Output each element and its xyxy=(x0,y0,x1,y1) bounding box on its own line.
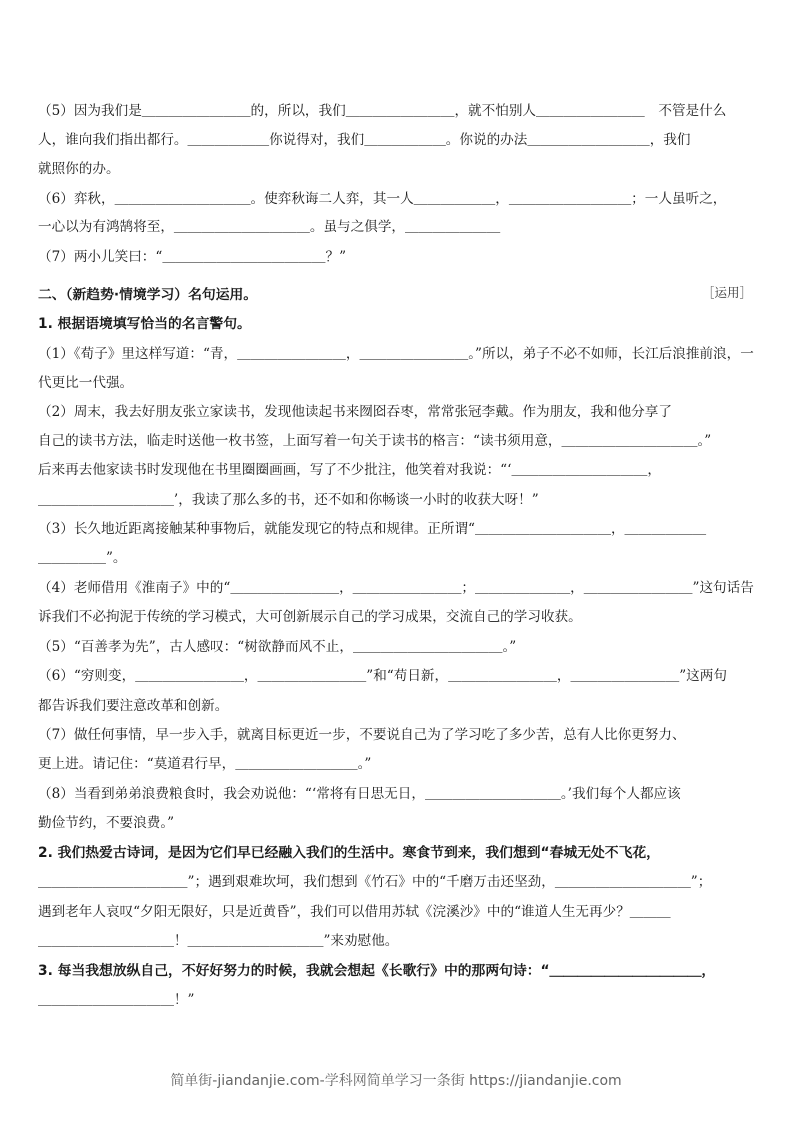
text-line-content: ＿＿＿＿＿＿＿＿＿＿！＿＿＿＿＿＿＿＿＿＿”来劝慰他。 xyxy=(38,933,399,949)
text-line xyxy=(0,898,792,926)
footer-watermark: 简单街-jiandanjie.com-学科网简单学习一条街 https://jiandanjie.com xyxy=(170,1073,622,1089)
text-line xyxy=(0,574,792,602)
text-line xyxy=(0,456,792,484)
text-line-content: （7）两小儿笑曰：“＿＿＿＿＿＿＿＿＿＿＿＿？” xyxy=(38,249,347,265)
text-line xyxy=(0,750,792,778)
text-line xyxy=(0,155,792,183)
text-line xyxy=(0,692,792,720)
text-line-content: 2. 我们热爱古诗词，是因为它们早已经融入我们的生活中。寒食节到来，我们想到“春城无处不飞花， xyxy=(38,845,660,861)
text-line xyxy=(0,310,792,338)
text-line-content: 遇到老年人哀叹“夕阳无限好，只是近黄昏”，我们可以借用苏轼《浣溪沙》中的“谁道人生无再少？＿＿＿ xyxy=(38,904,671,920)
text-line xyxy=(0,369,792,397)
text-line xyxy=(0,957,792,985)
text-line xyxy=(0,486,792,514)
text-line-content: 一心以为有鸿鹄将至，＿＿＿＿＿＿＿＿＿＿。虽与之俱学，＿＿＿＿＿＿＿ xyxy=(38,219,501,235)
text-line xyxy=(0,515,792,543)
text-line-content: 二、（新趋势·情境学习）名句运用。 xyxy=(38,287,258,303)
text-line-content: （3）长久地近距离接触某种事物后，就能发现它的特点和规律。正所谓“＿＿＿＿＿＿＿＿＿＿，＿＿＿＿＿＿ xyxy=(38,521,707,537)
text-line-content: ＿＿＿＿＿＿＿＿＿＿’，我读了那么多的书，还不如和你畅谈一小时的收获大呀！” xyxy=(38,492,539,508)
text-line xyxy=(0,603,792,631)
text-line xyxy=(0,398,792,426)
text-line-content: （6）弈秋，＿＿＿＿＿＿＿＿＿＿。使弈秋诲二人弈，其一人＿＿＿＿＿＿，＿＿＿＿＿＿＿＿＿；一人虽听之， xyxy=(38,191,727,207)
text-line xyxy=(0,185,792,213)
text-line-content: ＿＿＿＿＿＿＿＿＿＿！” xyxy=(38,992,195,1008)
text-line-content: （2）周末，我去好朋友张立家读书，发现他读起书来囫囵吞枣，常常张冠李戴。作为朋友，我和他分享了 xyxy=(38,404,672,420)
text-line-content: 就照你的办。 xyxy=(38,161,120,177)
text-line xyxy=(0,213,792,241)
text-line-content: 都告诉我们要注意改革和创新。 xyxy=(38,698,229,714)
text-line-content: （7）做任何事情，早一步入手，就离目标更近一步，不要说自己为了学习吃了多少苦，总有人比你更努力、 xyxy=(38,727,686,743)
text-line-content: ＿＿＿＿＿＿＿＿＿＿＿”；遇到艰难坎坷，我们想到《竹石》中的“千磨万击还坚劲，＿＿＿＿＿＿＿＿＿＿”； xyxy=(38,874,712,890)
text-line xyxy=(0,633,792,661)
text-line-content: 诉我们不必拘泥于传统的学习模式，大可创新展示自己的学习成果，交流自己的学习收获。 xyxy=(38,609,582,625)
text-line xyxy=(0,126,792,154)
text-line-content: 人，谁向我们指出都行。＿＿＿＿＿＿你说得对，我们＿＿＿＿＿＿。你说的办法＿＿＿＿＿＿＿＿＿，我们 xyxy=(38,132,691,148)
text-line-content: 后来再去他家读书时发现他在书里圈圈画画，写了不少批注，他笑着对我说：“‘＿＿＿＿＿＿＿＿＿＿， xyxy=(38,462,661,478)
text-line xyxy=(0,281,792,309)
text-line-content: （5）因为我们是＿＿＿＿＿＿＿＿的，所以，我们＿＿＿＿＿＿＿＿，就不怕别人＿＿＿＿＿＿＿＿ 不管是什么 xyxy=(38,103,727,119)
text-line-content: 勤俭节约，不要浪费。” xyxy=(38,815,175,831)
text-line-content: 更上进。请记住：“莫道君行早，＿＿＿＿＿＿＿＿＿。” xyxy=(38,756,372,772)
text-line-content: 3. 每当我想放纵自己，不好好努力的时候，我就会想起《长歌行》中的那两句诗：“＿＿＿＿＿＿＿＿＿＿＿， xyxy=(38,963,716,979)
text-line-content: （1）《荀子》里这样写道：“青，＿＿＿＿＿＿＿＿，＿＿＿＿＿＿＿＿。”所以，弟子不必不如师，长江后浪推前浪，一 xyxy=(38,346,754,362)
text-line xyxy=(0,927,792,955)
text-line xyxy=(0,868,792,896)
text-line xyxy=(0,544,792,572)
text-line-content: （8）当看到弟弟浪费粮食时，我会劝说他：“‘常将有日思无日，＿＿＿＿＿＿＿＿＿＿。’我们每个人都应该 xyxy=(38,786,681,802)
text-line-content: 自己的读书方法，临走时送他一枚书签，上面写着一句关于读书的格言：“读书须用意，＿＿＿＿＿＿＿＿＿＿。” xyxy=(38,433,712,449)
text-line xyxy=(0,340,792,368)
text-line xyxy=(0,243,792,271)
text-line-content: 1. 根据语境填写恰当的名言警句。 xyxy=(38,316,251,332)
text-line xyxy=(0,662,792,690)
text-line xyxy=(0,97,792,125)
text-line xyxy=(0,427,792,455)
text-line xyxy=(0,721,792,749)
text-line-content: ＿＿＿＿＿”。 xyxy=(38,550,127,566)
text-line xyxy=(0,780,792,808)
text-line xyxy=(0,809,792,837)
text-line xyxy=(0,839,792,867)
section-tag: ［运用］ xyxy=(701,285,752,300)
text-line-content: （6）“穷则变，＿＿＿＿＿＿＿＿，＿＿＿＿＿＿＿＿”和“苟日新，＿＿＿＿＿＿＿＿，＿＿＿＿＿＿＿＿”这两句 xyxy=(38,668,727,684)
text-line-content: （5）“百善孝为先”，古人感叹：“树欲静而风不止，＿＿＿＿＿＿＿＿＿＿＿。” xyxy=(38,639,517,655)
text-line xyxy=(0,986,792,1014)
text-line-content: （4）老师借用《淮南子》中的“＿＿＿＿＿＿＿＿，＿＿＿＿＿＿＿＿；＿＿＿＿＿＿＿，＿＿＿＿＿＿＿＿”这句话告 xyxy=(38,580,754,596)
text-line-content: 代更比一代强。 xyxy=(38,375,134,391)
